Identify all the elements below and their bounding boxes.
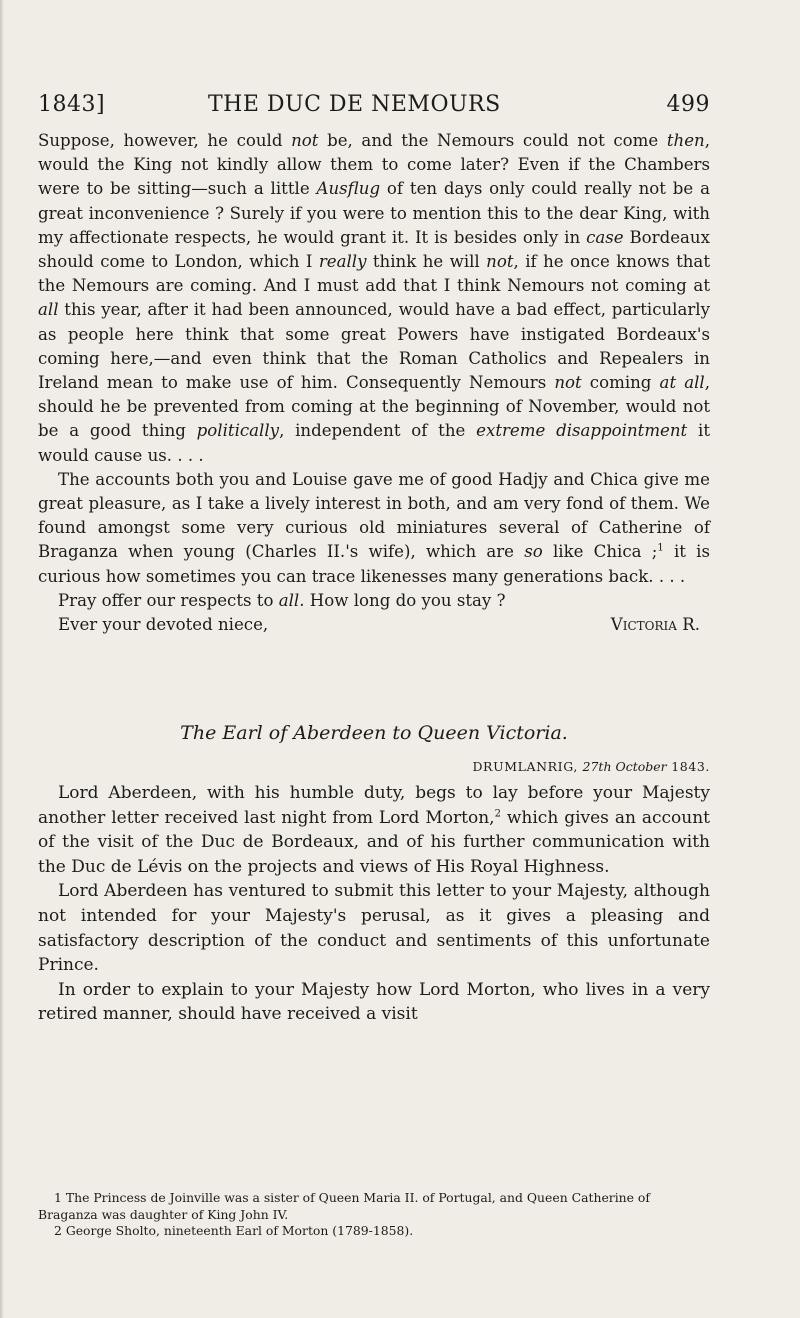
header-year: 1843] bbox=[38, 92, 106, 117]
letter2-paragraph-2: Lord Aberdeen has ventured to submit this letter to your Majesty, although not intended for your Majesty's perusal, as it gives a pleasing and satisfactory description of the conduct and sentiments of this unfortunate Prince. bbox=[38, 881, 710, 976]
footnote-2: 2 George Sholto, nineteenth Earl of Morton (1789-1858). bbox=[54, 1223, 414, 1238]
footnote-1: 1 The Princess de Joinville was a sister of Queen Maria II. of Portugal, and Queen Catherine of Braganza was daughter of King John IV. bbox=[38, 1190, 650, 1222]
footnotes bbox=[38, 1190, 710, 1240]
dateline: DRUMLANRIG, 27th October 1843. bbox=[472, 759, 710, 774]
letter2-paragraph-1: Lord Aberdeen, with his humble duty, begs to lay before your Majesty another letter received last night from Lord Morton,$^2$ which gives an account of the visit of the Duc de Bordeaux, and of his further communication with the Duc de Lévis on the projects and views of His Royal Highness. bbox=[38, 783, 710, 877]
page-number: 499 bbox=[666, 92, 710, 117]
letter-lord-aberdeen bbox=[38, 781, 710, 1027]
letter-queen-victoria bbox=[38, 129, 710, 637]
section-title: The Earl of Aberdeen to Queen Victoria. bbox=[180, 722, 568, 744]
letter1-paragraph-1: Suppose, however, he could not be, and the Nemours could not come then, would the King not kindly allow them to come later? Even if the Chambers were to be sitting—such a little Ausflug of ten days only could really not be a great inconvenience ? Surely if you were to mention this to the dear King, with my affectionate respects, he would grant it. It is besides only in case Bordeaux should come to London, which I really think he will not, if he once knows that the Nemours are coming. And I must add that I think Nemours not coming at all this year, after it had been announced, would have a bad effect, particularly as people here think that some great Powers have instigated Bordeaux's coming here,—and even think that the Roman Catholics and Repealers in Ireland mean to make use of him. Consequently Nemours not coming at all, should he be prevented from coming at the beginning of November, would not be a good thing politically, independent of the extreme disappointment it would cause us. . . . bbox=[38, 131, 711, 465]
closing-line bbox=[38, 613, 710, 637]
footnote-ref-2: 2 bbox=[494, 807, 501, 819]
footnote-ref-1: 1 bbox=[657, 542, 664, 554]
header-title: THE DUC DE NEMOURS bbox=[208, 92, 501, 117]
signature: Victoria R. bbox=[610, 615, 700, 635]
letter1-paragraph-3: Pray offer our respects to all. How long do you stay ? bbox=[58, 590, 506, 610]
closing: Ever your devoted niece, bbox=[58, 615, 269, 635]
letter1-paragraph-2: The accounts both you and Louise gave me of good Hadjy and Chica give me great pleasure, as I take a lively interest in both, and am very fond of them. We found amongst some very curious old miniatures several of Catherine of Braganza when young (Charles II.'s wife), which are so like Chica ;$^1$ it is curious how sometimes you can trace likenesses many generations back. . . . bbox=[38, 469, 710, 586]
letter2-paragraph-3: In order to explain to your Majesty how Lord Morton, who lives in a very retired manner, should have received a visit bbox=[38, 979, 710, 1025]
page-edge-shadow bbox=[0, 0, 4, 1318]
